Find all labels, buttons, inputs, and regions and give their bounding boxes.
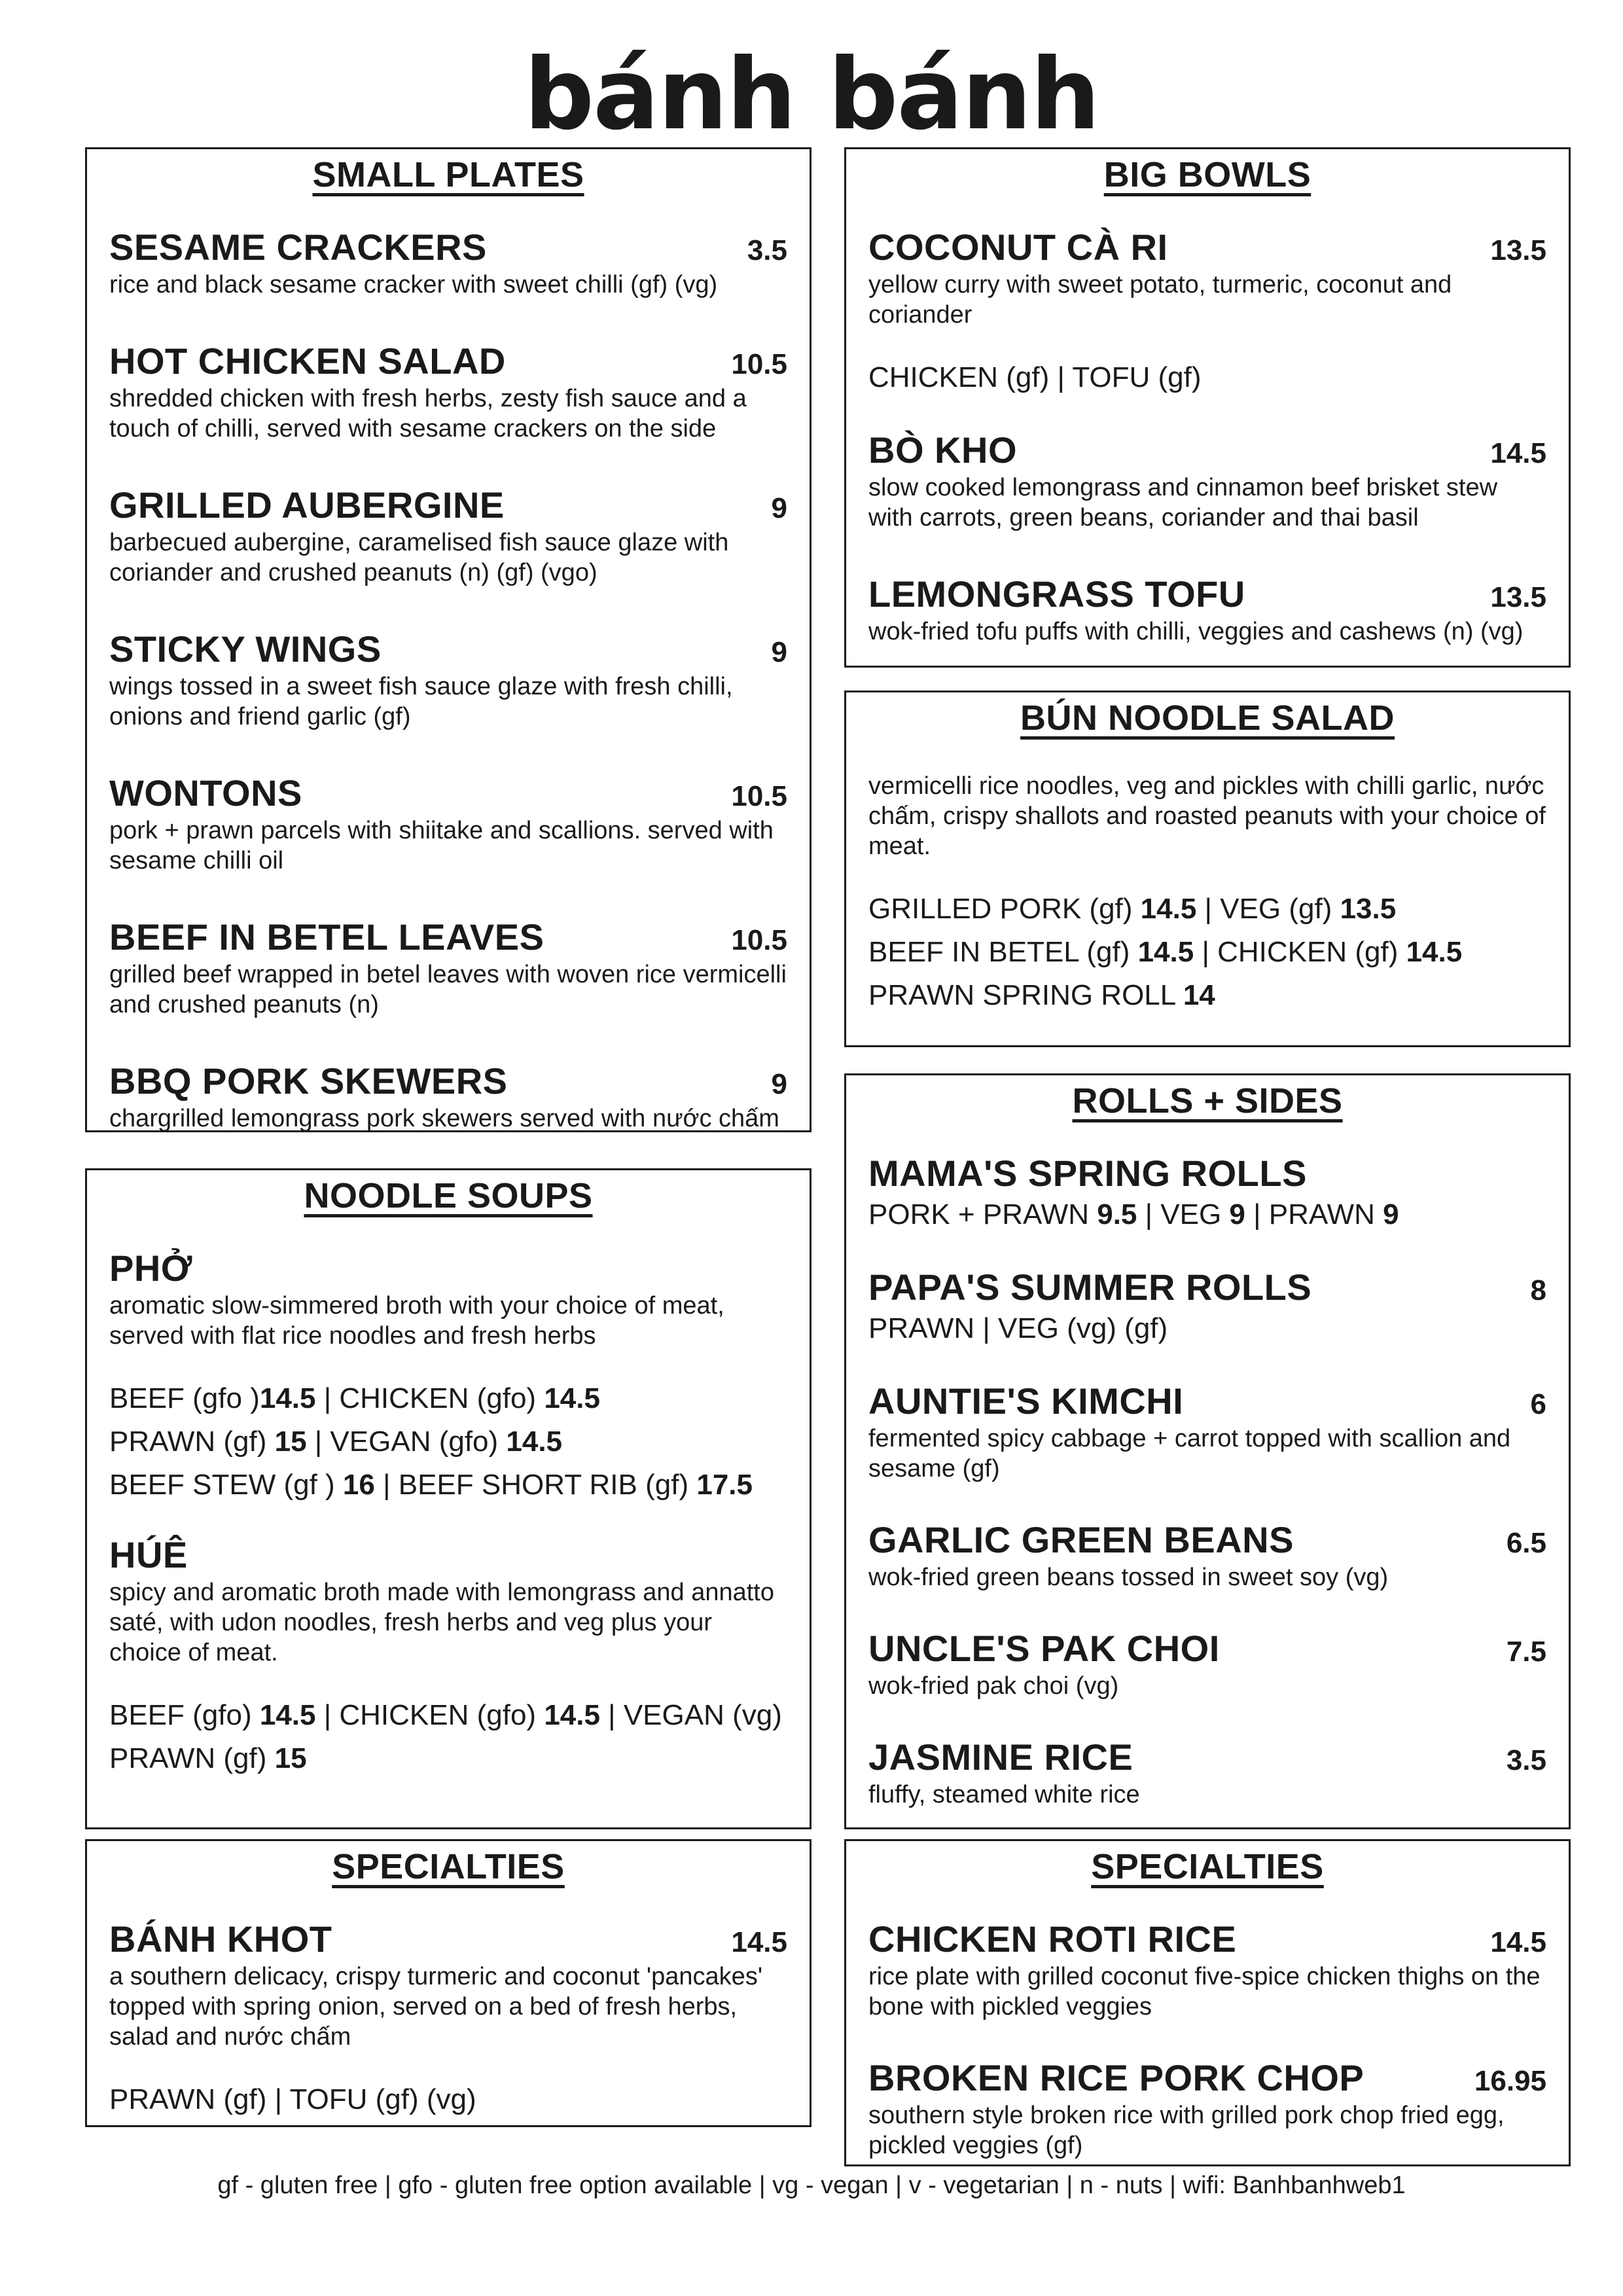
- bun-noodle-salad-section: [844, 691, 1571, 1047]
- pho-options-line: BEEF (gfo )14.5 | CHICKEN (gfo) 14.5: [109, 1382, 600, 1414]
- menu-item: [109, 774, 787, 876]
- menu-item-papa: [868, 1268, 1546, 1350]
- hue-options-line: BEEF (gfo) 14.5 | CHICKEN (gfo) 14.5 | VEGAN (vg): [109, 1699, 782, 1731]
- bun-options-line: GRILLED PORK (gf) 14.5 | VEG (gf) 13.5: [868, 893, 1397, 925]
- bun-description-block: [868, 771, 1546, 1017]
- hue-options-line: PRAWN (gf) 15: [109, 1742, 307, 1774]
- item-price: 13.5: [1490, 581, 1546, 613]
- bun-heading: BÚN NOODLE SALAD: [1020, 698, 1395, 738]
- item-description: a southern delicacy, crispy turmeric and coconut 'pancakes' topped with spring onion, served on a bed of fresh herbs, salad and nước chấm: [109, 1963, 763, 2051]
- menu-item-pho: [109, 1249, 787, 1507]
- item-description: fermented spicy cabbage + carrot topped with scallion and sesame (gf): [868, 1425, 1511, 1482]
- item-price: 16.95: [1474, 2065, 1546, 2097]
- item-name: PAPA'S SUMMER ROLLS: [868, 1266, 1312, 1308]
- item-name: COCONUT CÀ RI: [868, 226, 1168, 268]
- item-price: 3.5: [747, 234, 787, 266]
- item-name: BBQ PORK SKEWERS: [109, 1060, 508, 1102]
- menu-item: [109, 630, 787, 732]
- item-price: 10.5: [731, 348, 787, 380]
- item-name: HÚÊ: [109, 1534, 188, 1575]
- menu-item: [109, 1062, 787, 1134]
- specialties-right-section: [844, 1839, 1571, 2166]
- menu-item: [109, 486, 787, 588]
- menu-item: [868, 431, 1546, 533]
- menu-item-hue: [109, 1535, 787, 1780]
- restaurant-title: bánh bánh: [524, 38, 1099, 152]
- menu-item-mama: [868, 1154, 1546, 1236]
- item-name: AUNTIE'S KIMCHI: [868, 1380, 1184, 1422]
- item-name: SESAME CRACKERS: [109, 226, 487, 268]
- item-description: rice plate with grilled coconut five-spice chicken thighs on the bone with pickled veggies: [868, 1963, 1541, 2020]
- noodle-soups-heading: NOODLE SOUPS: [304, 1176, 593, 1215]
- bun-options-line: PRAWN SPRING ROLL 14: [868, 979, 1215, 1011]
- item-description: vermicelli rice noodles, veg and pickles with chilli garlic, nước chấm, crispy shallots and roasted peanuts with your choice of meat.: [868, 772, 1546, 860]
- item-description: slow cooked lemongrass and cinnamon beef brisket stew with carrots, green beans, coriander and thai basil: [868, 474, 1498, 531]
- menu-item: [868, 1920, 1546, 2022]
- item-price: 6: [1530, 1388, 1546, 1420]
- menu-item: [868, 2058, 1546, 2161]
- item-options: CHICKEN (gf) | TOFU (gf): [868, 361, 1202, 393]
- menu-item: [868, 1629, 1546, 1701]
- item-price: 9: [771, 1068, 787, 1100]
- item-description: southern style broken rice with grilled pork chop fried egg, pickled veggies (gf): [868, 2102, 1505, 2159]
- item-price: 13.5: [1490, 234, 1546, 266]
- item-price: 9: [771, 492, 787, 524]
- item-description: wok-fried green beans tossed in sweet soy (vg): [868, 1564, 1389, 1591]
- small-plates-section: [85, 147, 812, 1132]
- pho-options-line: BEEF STEW (gf ) 16 | BEEF SHORT RIB (gf) 17.5: [109, 1469, 753, 1501]
- small-plates-heading: SMALL PLATES: [312, 155, 584, 194]
- item-name: BEEF IN BETEL LEAVES: [109, 916, 544, 958]
- menu-item: [868, 228, 1546, 399]
- item-description: wok-fried tofu puffs with chilli, veggies and cashews (n) (vg): [868, 618, 1524, 645]
- item-description: grilled beef wrapped in betel leaves with woven rice vermicelli and crushed peanuts (n): [109, 961, 787, 1018]
- menu-item: [109, 1920, 787, 2121]
- item-price: 14.5: [1490, 1926, 1546, 1958]
- item-name: STICKY WINGS: [109, 628, 382, 670]
- item-price: 14.5: [731, 1926, 787, 1958]
- item-description: fluffy, steamed white rice: [868, 1781, 1140, 1808]
- item-description: shredded chicken with fresh herbs, zesty fish sauce and a touch of chilli, served with sesame crackers on the side: [109, 385, 747, 442]
- item-name: MAMA'S SPRING ROLLS: [868, 1153, 1307, 1194]
- item-name: UNCLE'S PAK CHOI: [868, 1628, 1220, 1669]
- item-price: 7.5: [1506, 1636, 1546, 1668]
- item-name: WONTONS: [109, 772, 302, 814]
- specialties-left-section: [85, 1839, 812, 2127]
- bun-options-line: BEEF IN BETEL (gf) 14.5 | CHICKEN (gf) 14.5: [868, 936, 1463, 968]
- big-bowls-section: [844, 147, 1571, 668]
- item-name: BÁNH KHOT: [109, 1918, 332, 1960]
- menu-item: [109, 228, 787, 300]
- item-price: 9: [771, 636, 787, 668]
- item-name: LEMONGRASS TOFU: [868, 573, 1245, 615]
- item-description: chargrilled lemongrass pork skewers served with nước chấm: [109, 1105, 779, 1132]
- item-options: PRAWN (gf) | TOFU (gf) (vg): [109, 2083, 476, 2115]
- item-description: yellow curry with sweet potato, turmeric, coconut and coriander: [868, 271, 1452, 329]
- menu-item: [868, 575, 1546, 647]
- item-name: GARLIC GREEN BEANS: [868, 1519, 1294, 1560]
- item-name: CHICKEN ROTI RICE: [868, 1918, 1237, 1960]
- item-price: 6.5: [1506, 1527, 1546, 1559]
- item-name: BÒ KHO: [868, 429, 1017, 471]
- item-description: aromatic slow-simmered broth with your choice of meat, served with flat rice noodles and fresh herbs: [109, 1292, 724, 1350]
- item-price: 10.5: [731, 780, 787, 812]
- menu-item: [868, 1382, 1546, 1484]
- rolls-heading: ROLLS + SIDES: [1072, 1081, 1343, 1121]
- item-name: HOT CHICKEN SALAD: [109, 340, 506, 382]
- item-description: pork + prawn parcels with shiitake and scallions. served with sesame chilli oil: [109, 817, 774, 874]
- item-price: 3.5: [1506, 1744, 1546, 1776]
- item-options: PORK + PRAWN 9.5 | VEG 9 | PRAWN 9: [868, 1198, 1399, 1230]
- big-bowls-heading: BIG BOWLS: [1103, 155, 1311, 194]
- item-description: wings tossed in a sweet fish sauce glaze with fresh chilli, onions and friend garlic (gf): [109, 673, 733, 730]
- item-name: JASMINE RICE: [868, 1736, 1133, 1778]
- noodle-soups-section: [85, 1168, 812, 1829]
- menu-item: [109, 342, 787, 444]
- item-description: wok-fried pak choi (vg): [868, 1672, 1119, 1700]
- item-description: barbecued aubergine, caramelised fish sauce glaze with coriander and crushed peanuts (n) (gf) (vgo): [109, 529, 729, 586]
- rolls-sides-section: [844, 1073, 1571, 1829]
- item-name: BROKEN RICE PORK CHOP: [868, 2057, 1364, 2098]
- item-name: PHỞ: [109, 1247, 193, 1289]
- item-price: 14.5: [1490, 437, 1546, 469]
- menu-item: [868, 1520, 1546, 1592]
- item-description: spicy and aromatic broth made with lemongrass and annatto saté, with udon noodles, fresh herbs and veg plus your choice of meat.: [109, 1579, 774, 1666]
- item-price: 10.5: [731, 924, 787, 956]
- specialties-heading: SPECIALTIES: [1091, 1847, 1324, 1886]
- item-options: PRAWN | VEG (vg) (gf): [868, 1312, 1168, 1344]
- item-name: GRILLED AUBERGINE: [109, 484, 505, 526]
- specialties-heading: SPECIALTIES: [332, 1847, 565, 1886]
- menu-item: [868, 1738, 1546, 1810]
- item-description: rice and black sesame cracker with sweet chilli (gf) (vg): [109, 271, 718, 298]
- pho-options-line: PRAWN (gf) 15 | VEGAN (gfo) 14.5: [109, 1426, 563, 1458]
- item-price: 8: [1530, 1274, 1546, 1306]
- menu-item: [109, 918, 787, 1020]
- dietary-key-footer: gf - gluten free | gfo - gluten free option available | vg - vegan | v - vegetarian | n - nuts | wifi: Banhbanhweb1: [217, 2172, 1406, 2199]
